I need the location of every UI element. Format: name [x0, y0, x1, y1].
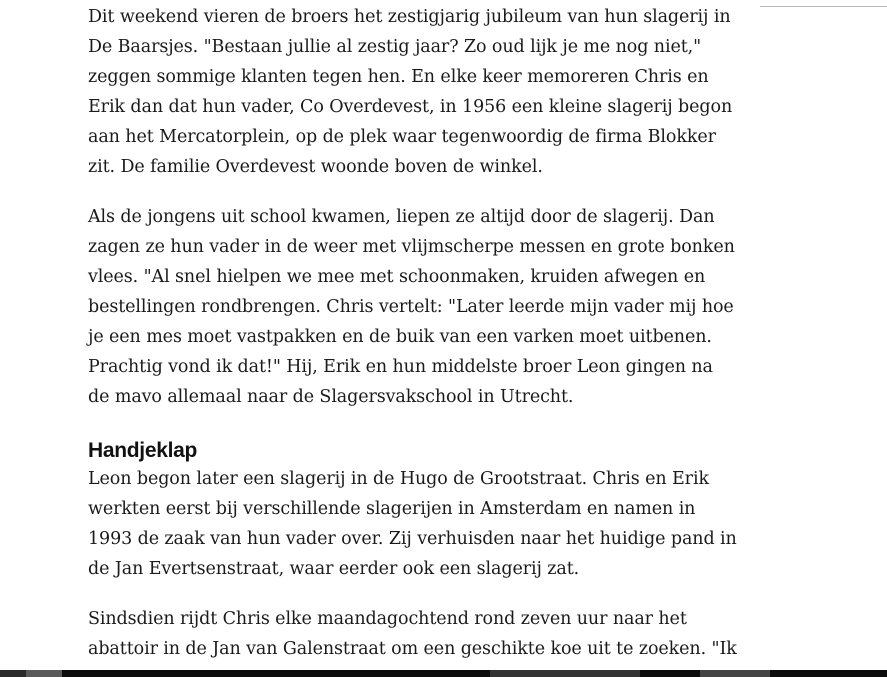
article-paragraph: Dit weekend vieren de broers het zestigjarig jubileum van hun slagerij in De Baarsjes. "Bestaan jullie al zestig jaar? Zo oud lijk je me nog niet," zeggen sommige klanten tegen hen. En elke keer memoreren Chris en Erik dan dat hun vader, Co Overdevest, in 1956 een kleine slagerij begon aan het Mercatorplein, op de plek waar tegenwoordig de firma Blokker zit. De familie Overdevest woonde boven de winkel. [88, 7, 733, 177]
article-paragraph: Sindsdien rijdt Chris elke maandagochtend rond zeven uur naar het abattoir in de Jan van Galenstraat om een geschikte koe uit te zoeken. "Ik [88, 609, 737, 659]
taskbar-app-icon[interactable] [26, 670, 62, 677]
article-paragraph: Leon begon later een slagerij in de Hugo de Grootstraat. Chris en Erik werkten eerst bij verschillende slagerijen in Amsterdam en namen in 1993 de zaak van hun vader over. Zij verhuisden naar het huidige pand in de Jan Evertsenstraat, waar eerder ook een slagerij zat. [88, 469, 737, 579]
taskbar-app-icon[interactable] [490, 670, 640, 677]
top-divider [760, 6, 887, 7]
article-body [88, 2, 738, 677]
taskbar [0, 670, 887, 677]
start-button[interactable] [0, 670, 26, 677]
section-heading: Handjeklap [88, 439, 198, 462]
article-paragraph: Als de jongens uit school kwamen, liepen ze altijd door de slagerij. Dan zagen ze hun vader in de weer met vlijmscherpe messen en grote bonken vlees. "Al snel hielpen we mee met schoonmaken, kruiden afwegen en bestellingen rondbrengen. Chris vertelt: "Later leerde mijn vader mij hoe je een mes moet vastpakken en de buik van een varken moet uitbenen. Prachtig vond ik dat!" Hij, Erik en hun middelste broer Leon gingen na de mavo allemaal naar de Slagersvakschool in Utrecht. [88, 207, 735, 407]
taskbar-app-icon[interactable] [700, 670, 770, 677]
